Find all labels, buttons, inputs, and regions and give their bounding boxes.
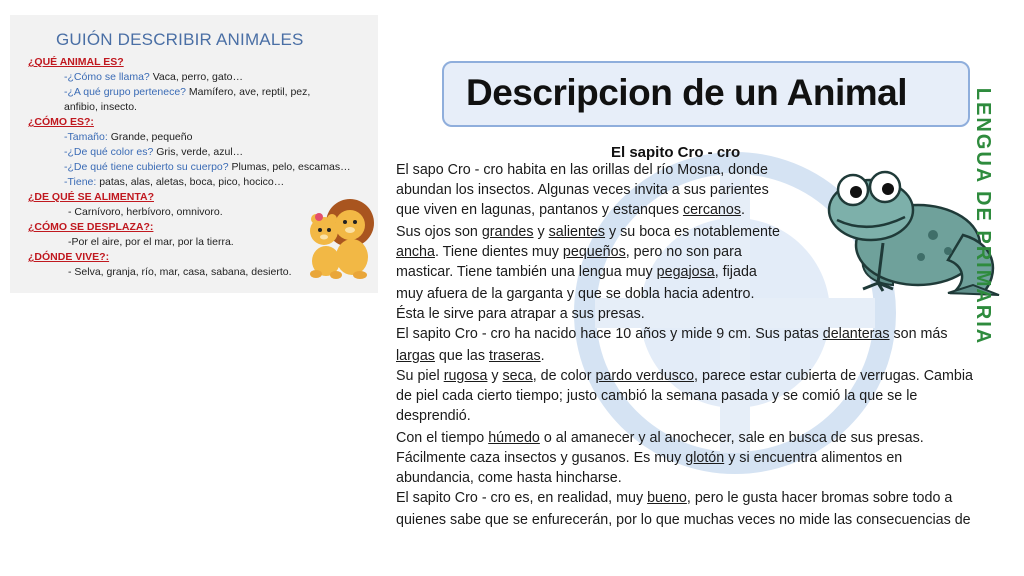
story-text-segment: , fijada — [714, 264, 757, 280]
guide-q3-text: - Carnívoro, herbívoro, omnivoro. — [68, 206, 223, 218]
story-text-segment: Sus ojos son — [396, 224, 482, 240]
story-text-segment: Ésta le sirve para atrapar a sus presas. — [396, 306, 645, 322]
guide-q3 — [28, 191, 154, 204]
story-title: El sapito Cro - cro — [611, 144, 741, 161]
story-text-segment: El sapito Cro - cro ha nacido hace 10 años y mide 9 cm. Sus patas — [396, 326, 823, 342]
lions-illustration — [302, 195, 380, 279]
underlined-word: pequeños — [562, 244, 626, 260]
story-text-segment: que viven en lagunas, pantanos y estanques — [396, 202, 683, 218]
underlined-word: húmedo — [488, 430, 540, 446]
guide-q2-b — [64, 146, 243, 159]
story-text-segment: . — [540, 348, 545, 364]
guide-q1-b-label: -¿A qué grupo pertenece? — [64, 86, 187, 98]
story-line — [396, 469, 622, 487]
side-heading — [972, 55, 1022, 375]
guide-q1 — [28, 56, 124, 69]
story-text-segment: , pero le gusta hacer bromas sobre todo a — [686, 490, 953, 506]
guide-q1-b-text: Mamífero, ave, reptil, pez, — [186, 86, 311, 98]
story-text-segment: , parece estar cubierta de verrugas. Cambia — [694, 368, 973, 384]
story-text-segment: . — [740, 202, 745, 218]
guide-q2 — [28, 116, 94, 129]
story-text-segment: que las — [434, 348, 489, 364]
story-text-segment: , pero no son para — [625, 244, 742, 260]
story-line — [396, 305, 645, 323]
story-text-segment: El sapo Cro - cro habita en las orillas del río Mosna, donde — [396, 162, 768, 178]
document-title: Descripcion de un Animal — [466, 72, 907, 113]
story-text-segment: muy afuera de la garganta y que se dobla hacia adentro. — [396, 286, 755, 302]
story-text-segment: desprendió. — [396, 408, 471, 424]
guide-q2-d-text: patas, alas, aletas, boca, pico, hocico… — [96, 176, 285, 188]
document-page — [385, 53, 1015, 543]
underlined-word: salientes — [548, 224, 606, 240]
underlined-word: rugosa — [443, 368, 488, 384]
side-heading-text: LENGUA DE PRIMARIA — [972, 87, 995, 346]
guide-q1-a-text: Vaca, perro, gato… — [149, 71, 243, 83]
guide-q3-heading: ¿DE QUÉ SE ALIMENTA? — [28, 191, 154, 203]
story-line — [396, 407, 471, 425]
underlined-word: bueno — [647, 490, 687, 506]
guide-q4-text: -Por el aire, por el mar, por la tierra. — [68, 236, 234, 248]
guide-q2-c-label: -¿De qué tiene cubierto su cuerpo? — [64, 161, 229, 173]
story-text-segment: Con el tiempo — [396, 430, 489, 446]
guide-q1-a — [64, 71, 243, 84]
story-text-segment: El sapito Cro - cro es, en realidad, muy — [396, 490, 648, 506]
story-line — [396, 367, 973, 385]
story-text-segment: y — [533, 224, 549, 240]
guide-q2-c — [64, 161, 351, 174]
story-line — [396, 429, 924, 447]
guide-q5-text: - Selva, granja, río, mar, casa, sabana, desierto. — [68, 266, 292, 278]
guide-q2-d-label: -Tiene: — [64, 176, 97, 188]
guide-q1-b — [64, 86, 310, 99]
guide-q2-b-text: Gris, verde, azul… — [153, 146, 244, 158]
underlined-word: traseras — [489, 348, 541, 364]
guide-title: GUIÓN DESCRIBIR ANIMALES — [56, 30, 304, 49]
story-text-segment: quienes sabe que se enfurecerán, por lo que muchas veces no mide las consecuencias de — [396, 512, 971, 528]
story-text-segment: o al amanecer y al anochecer, sale en busca de sus presas. — [539, 430, 924, 446]
story-line — [396, 263, 757, 281]
guide-q4-heading: ¿CÓMO SE DESPLAZA?: — [28, 221, 154, 233]
guide-q1-b-cont: anfibio, insecto. — [64, 101, 137, 113]
guide-q4 — [28, 221, 153, 234]
title-box — [442, 61, 970, 127]
story-text-segment: y — [487, 368, 503, 384]
guide-q1-a-label: -¿Cómo se llama? — [64, 71, 150, 83]
story-line — [396, 161, 768, 179]
story-text-segment: Fácilmente caza insectos y gusanos. Es muy — [396, 450, 686, 466]
story-text-segment: de piel cada cierto tiempo; justo cambió la semana pasada y se comió la que se le — [396, 388, 918, 404]
story-line — [396, 285, 754, 303]
story-line — [396, 223, 780, 241]
story-line — [396, 325, 948, 343]
story-line — [396, 243, 742, 261]
underlined-word: pegajosa — [656, 264, 715, 280]
story-line — [396, 449, 902, 467]
story-text-segment: y si encuentra alimentos en — [724, 450, 903, 466]
story-text-segment: abundancia, come hasta hincharse. — [396, 470, 622, 486]
story-line — [396, 347, 545, 365]
story-line — [396, 489, 952, 507]
story-line — [396, 181, 769, 199]
guide-panel — [10, 15, 378, 293]
underlined-word: glotón — [685, 450, 725, 466]
underlined-word: ancha — [396, 244, 435, 260]
guide-q2-a-label: -Tamaño: — [64, 131, 108, 143]
underlined-word: cercanos — [682, 202, 741, 218]
underlined-word: grandes — [481, 224, 534, 240]
story-line — [396, 511, 971, 529]
guide-q5-heading: ¿DÓNDE VIVE?: — [28, 251, 110, 263]
story-text-segment: . Tiene dientes muy — [434, 244, 563, 260]
story-line — [396, 387, 917, 405]
story-text-segment: abundan los insectos. Algunas veces invita a sus parientes — [396, 182, 769, 198]
story-text-segment: Su piel — [396, 368, 444, 384]
guide-q2-a-text: Grande, pequeño — [107, 131, 193, 143]
story-text-segment: y su boca es notablemente — [605, 224, 780, 240]
underlined-word: largas — [396, 348, 435, 364]
story-text-segment: masticar. Tiene también una lengua muy — [396, 264, 657, 280]
guide-q5 — [28, 251, 109, 264]
guide-q2-heading: ¿CÓMO ES?: — [28, 116, 94, 128]
underlined-word: delanteras — [822, 326, 890, 342]
underlined-word: pardo verdusco — [595, 368, 695, 384]
story-text-segment: son más — [889, 326, 948, 342]
guide-q1-heading: ¿QUÉ ANIMAL ES? — [28, 56, 124, 68]
guide-q2-c-text: Plumas, pelo, escamas… — [228, 161, 351, 173]
guide-q2-b-label: -¿De qué color es? — [64, 146, 154, 158]
underlined-word: seca — [502, 368, 533, 384]
guide-q2-d — [64, 176, 284, 189]
story-line — [396, 201, 745, 219]
guide-q2-a — [64, 131, 192, 144]
story-text-segment: , de color — [532, 368, 596, 384]
